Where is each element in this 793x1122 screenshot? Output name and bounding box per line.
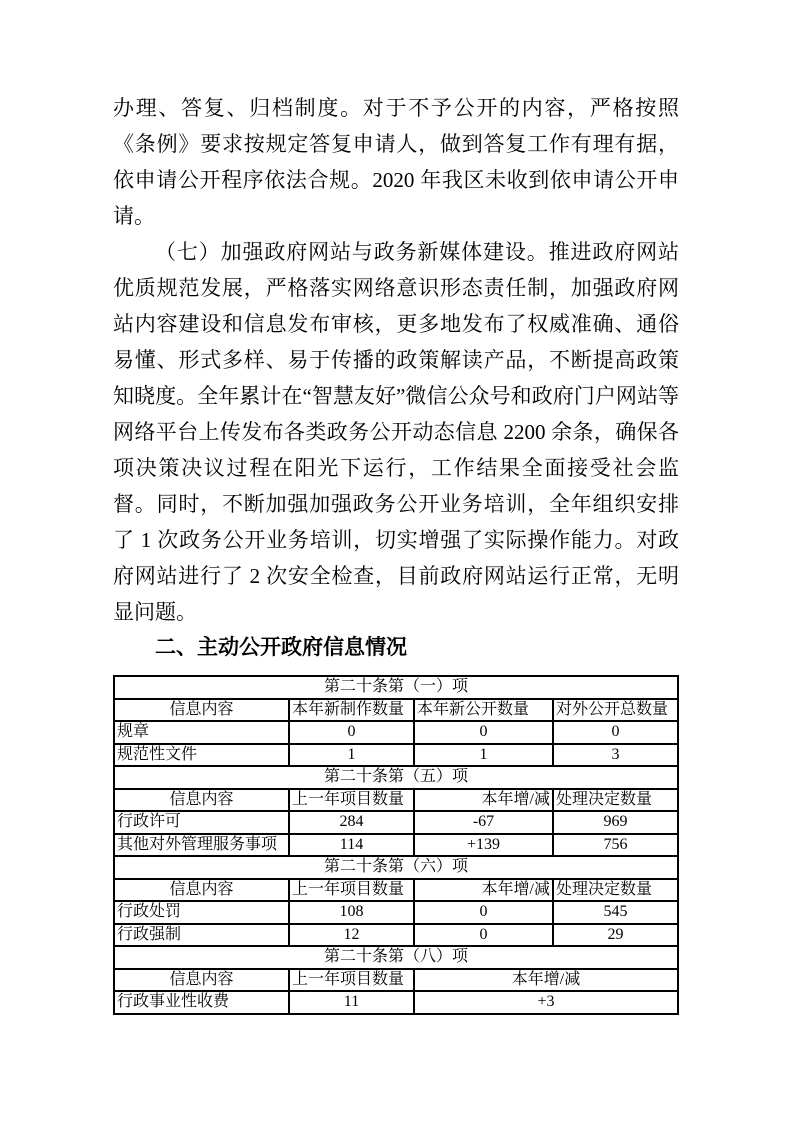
section-heading: 二、主动公开政府信息情况 (155, 636, 407, 659)
section-title: 第二十条第（五）项 (114, 766, 678, 789)
row-label: 规范性文件 (114, 744, 289, 767)
row-label: 行政强制 (114, 924, 289, 947)
value-cell: 3 (553, 744, 678, 767)
value-cell: 284 (289, 811, 414, 834)
value-cell: 969 (553, 811, 678, 834)
value-cell: 0 (414, 924, 553, 947)
table-header-row (114, 969, 678, 992)
table-section-title-row (114, 766, 678, 789)
value-cell: 0 (289, 721, 414, 744)
header-cell: 处理决定数量 (553, 879, 678, 902)
table-row (114, 721, 678, 744)
section-title: 第二十条第（六）项 (114, 856, 678, 879)
value-cell: 0 (414, 901, 553, 924)
value-cell: -67 (414, 811, 553, 834)
header-cell: 信息内容 (114, 969, 289, 992)
value-cell: 0 (414, 721, 553, 744)
value-cell: 108 (289, 901, 414, 924)
value-cell: 1 (289, 744, 414, 767)
value-cell: +3 (414, 991, 678, 1014)
header-cell: 本年增/减 (414, 879, 553, 902)
header-cell: 信息内容 (114, 879, 289, 902)
value-cell: 114 (289, 834, 414, 857)
table-row (114, 834, 678, 857)
header-cell: 本年增/减 (414, 789, 553, 812)
row-label: 行政许可 (114, 811, 289, 834)
table-header-row (114, 789, 678, 812)
table-row (114, 991, 678, 1014)
table-section-title-row (114, 676, 678, 699)
table-row (114, 924, 678, 947)
table-header-row (114, 879, 678, 902)
header-cell: 对外公开总数量 (553, 699, 678, 722)
row-label: 规章 (114, 721, 289, 744)
table-row (114, 901, 678, 924)
value-cell: 1 (414, 744, 553, 767)
table-header-row (114, 699, 678, 722)
value-cell: +139 (414, 834, 553, 857)
disclosure-statistics-table (113, 675, 679, 1015)
header-cell: 本年新公开数量 (414, 699, 553, 722)
row-label: 行政处罚 (114, 901, 289, 924)
paragraph-continuation: 办理、答复、归档制度。对于不予公开的内容，严格按照《条例》要求按规定答复申请人，做到答复工作有理有据，依申请公开程序依法合规。2020 年我区未收到依申请公开申请。 (113, 96, 679, 228)
table-section-title-row (114, 946, 678, 969)
row-label: 其他对外管理服务事项 (114, 834, 289, 857)
header-cell: 处理决定数量 (553, 789, 678, 812)
header-cell: 本年新制作数量 (289, 699, 414, 722)
header-cell: 上一年项目数量 (289, 969, 414, 992)
header-cell: 信息内容 (114, 789, 289, 812)
page-content (113, 90, 679, 1015)
row-label: 行政事业性收费 (114, 991, 289, 1014)
header-cell: 上一年项目数量 (289, 789, 414, 812)
value-cell: 545 (553, 901, 678, 924)
paragraph-section-seven: （七）加强政府网站与政务新媒体建设。推进政府网站优质规范发展，严格落实网络意识形态责任制，加强政府网站内容建设和信息发布审核，更多地发布了权威准确、通俗易懂、形式多样、易于传播的政策解读产品，不断提高政策知晓度。全年累计在“智慧友好”微信公众号和政府门户网站等网络平台上传发布各类政务公开动态信息 2200 余条，确保各项决策决议过程在阳光下运行，工作结果全面接受社会监督。同时，不断加强加强政务公开业务培训，全年组织安排了 1 次政务公开业务培训，切实增强了实际操作能力。对政府网站进行了 2 次安全检查，目前政府网站运行正常，无明显问题。 (113, 240, 679, 624)
section-title: 第二十条第（一）项 (114, 676, 678, 699)
header-cell: 本年增/减 (414, 969, 678, 992)
header-cell: 信息内容 (114, 699, 289, 722)
table-row (114, 744, 678, 767)
value-cell: 29 (553, 924, 678, 947)
section-title: 第二十条第（八）项 (114, 946, 678, 969)
value-cell: 11 (289, 991, 414, 1014)
value-cell: 12 (289, 924, 414, 947)
table-section-title-row (114, 856, 678, 879)
header-cell: 上一年项目数量 (289, 879, 414, 902)
value-cell: 0 (553, 721, 678, 744)
table-row (114, 811, 678, 834)
value-cell: 756 (553, 834, 678, 857)
